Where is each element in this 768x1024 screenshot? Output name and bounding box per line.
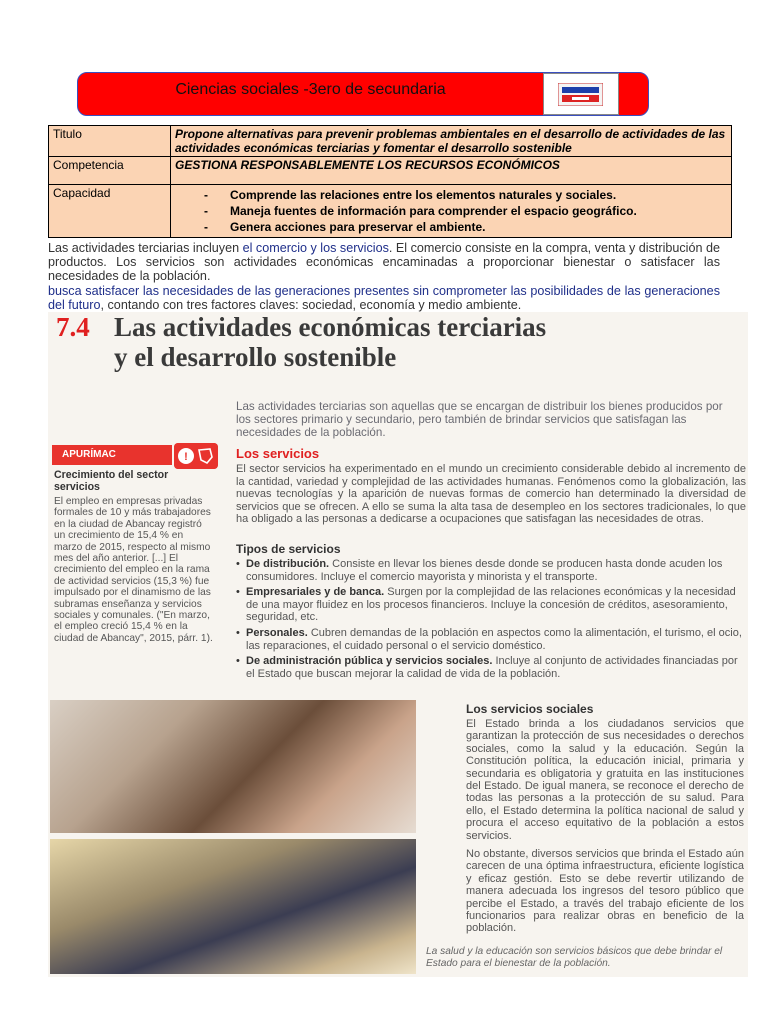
intro-text: . El comercio consiste en la compra, venta y distribución de productos. Los servicios son actividades económicas encaminadas a proporcionar bienestar o satisfacer las necesidades de la población.: [48, 241, 720, 283]
intro-paragraph-1: [48, 241, 720, 283]
table-row: [49, 126, 732, 157]
health-photo: [50, 700, 416, 833]
intro-paragraph-2: [48, 284, 720, 312]
classroom-photo: [50, 839, 416, 974]
tipo-name: Empresariales y de banca.: [246, 586, 385, 599]
tipo-text: Consiste en llevar los bienes desde donde se producen hasta donde acuden los consumidores. Incluye el comercio mayorista y minorista y el transporte.: [246, 558, 723, 583]
row-value-competencia: GESTIONA RESPONSABLEMENTE LOS RECURSOS ECONÓMICOS: [171, 157, 732, 185]
section-title: [114, 312, 546, 372]
capacity-list: [175, 188, 727, 234]
section-title-line: y el desarrollo sostenible: [114, 342, 397, 372]
tipo-text: Surgen por la complejidad de las relaciones económicas y la necesidad de una mayor fluidez en los procesos financieros. Incluye la concesión de créditos, asesoramiento, seguridad, etc.: [246, 586, 736, 624]
region-map-icon: [174, 443, 218, 469]
intro-highlight: busca satisfacer las necesidades de las generaciones presentes sin comprometer las posibilidades de las generaciones del futuro: [48, 284, 720, 312]
sidebar-title: Crecimiento del sector servicios: [54, 469, 169, 493]
list-item: - Genera acciones para preservar el ambiente.: [230, 220, 727, 234]
tipo-text: Cubren demandas de la población en aspectos como la alimentación, el turismo, el ocio, las reparaciones, el cuidado personal o el servicio doméstico.: [246, 626, 742, 652]
info-table: [48, 125, 732, 238]
servicios-paragraph: El sector servicios ha experimentado en el mundo un crecimiento considerable debido al incremento de la cantidad, variedad y complejidad de las actividades humanas. Fenómenos como la globalización, las nuevas tecnologías y la aparición de nuevas formas de comercio han determinado la diversidad de servicios que se ofrecen. A ello se suma la alta tasa de desempleo en los sectores tradicionales, lo que ha obligado a las personas a dedicarse a ocupaciones que satisfagan las necesidades de otras.: [236, 463, 746, 526]
page-title: Ciencias sociales -3ero de secundaria: [175, 81, 446, 98]
section-number: 7.4: [56, 312, 90, 342]
tipo-text: Incluye al conjunto de actividades financiadas por el Estado que buscan mejorar la calidad de vida de la población.: [246, 655, 738, 680]
lead-paragraph: Las actividades terciarias son aquellas que se encargan de distribuir los bienes producidos por los sectores primario y secundario, pero también de brindar servicios que satisfagan las necesidades de la población.: [236, 400, 723, 439]
list-item: [236, 627, 746, 652]
intro-highlight: el comercio y los servicios: [242, 241, 389, 255]
row-value-capacidad: [171, 185, 732, 238]
tipo-name: De distribución.: [246, 558, 330, 570]
row-label-titulo: Titulo: [49, 126, 171, 157]
list-item: - Comprende las relaciones entre los elementos naturales y sociales.: [230, 188, 727, 202]
textbook-scan: [48, 312, 748, 977]
section-title-line: Las actividades económicas terciarias: [114, 312, 547, 342]
logo-box: [543, 73, 619, 115]
intro-text: , contando con tres factores claves: sociedad, economía y medio ambiente.: [100, 298, 522, 312]
tipos-heading: Tipos de servicios: [236, 542, 341, 556]
tipo-name: De administración pública y servicios sociales.: [246, 655, 493, 668]
photo-caption: La salud y la educación son servicios básicos que debe brindar el Estado para el bienestar de la población.: [426, 946, 723, 969]
region-tag: APURÍMAC: [52, 445, 172, 465]
list-item: [236, 586, 746, 624]
sociales-paragraph-1: El Estado brinda a los ciudadanos servicios que garantizan la protección de sus necesidades o derechos sociales, como la salud y la educación. Según la Constitución política, la educación inicial, primaria y secundaria es obligatoria y gratuita en las instituciones del Estado. De igual manera, se reconoce el derecho de todas las personas a la protección de su salud. Para ello, el Estado determina la política nacional de salud y procura el acceso equitativo de la población a estos servicios.: [466, 718, 744, 842]
sociales-paragraph-2: No obstante, diversos servicios que brinda el Estado aún carecen de una óptima infraestructura, eficiente logística y eficaz gestión. Esto se debe revertir utilizando de manera adecuada los ingresos del tesoro público que percibe el Estado, a través del trabajo eficiente de los funcionarios para realizar obras en beneficio de la población.: [466, 848, 744, 935]
table-row: [49, 185, 732, 238]
tipo-name: Personales.: [246, 626, 308, 639]
row-label-capacidad: Capacidad: [49, 185, 171, 238]
servicios-heading: Los servicios: [236, 446, 320, 461]
row-value-titulo: Propone alternativas para prevenir problemas ambientales en el desarrollo de actividades de las actividades económicas terciarias y fomentar el desarrollo sostenible: [171, 126, 732, 157]
row-label-competencia: Competencia: [49, 157, 171, 185]
school-logo-icon: [558, 83, 603, 106]
sociales-heading: Los servicios sociales: [466, 702, 594, 716]
tipos-list: [236, 558, 746, 683]
list-item: [236, 558, 746, 583]
sidebar-body: El empleo en empresas privadas formales de 10 y más trabajadores en la ciudad de Abancay registró un crecimiento de 15,4 % en marzo de 2015, respecto al mismo mes del año anterior. [...] El crecimiento del empleo en la rama de actividad servicios (15,3 %) fue impulsado por el dinamismo de las subramas enseñanza y servicios sociales y comunales. ("En marzo, el empleo creció 15,4 % en la ciudad de Abancay", 2015, párr. 1).: [54, 496, 213, 644]
list-item: [236, 655, 746, 680]
intro-text: Las actividades terciarias incluyen: [48, 241, 243, 255]
list-item: - Maneja fuentes de información para comprender el espacio geográfico.: [230, 204, 727, 218]
table-row: [49, 157, 732, 185]
svg-text:!: !: [184, 451, 188, 463]
